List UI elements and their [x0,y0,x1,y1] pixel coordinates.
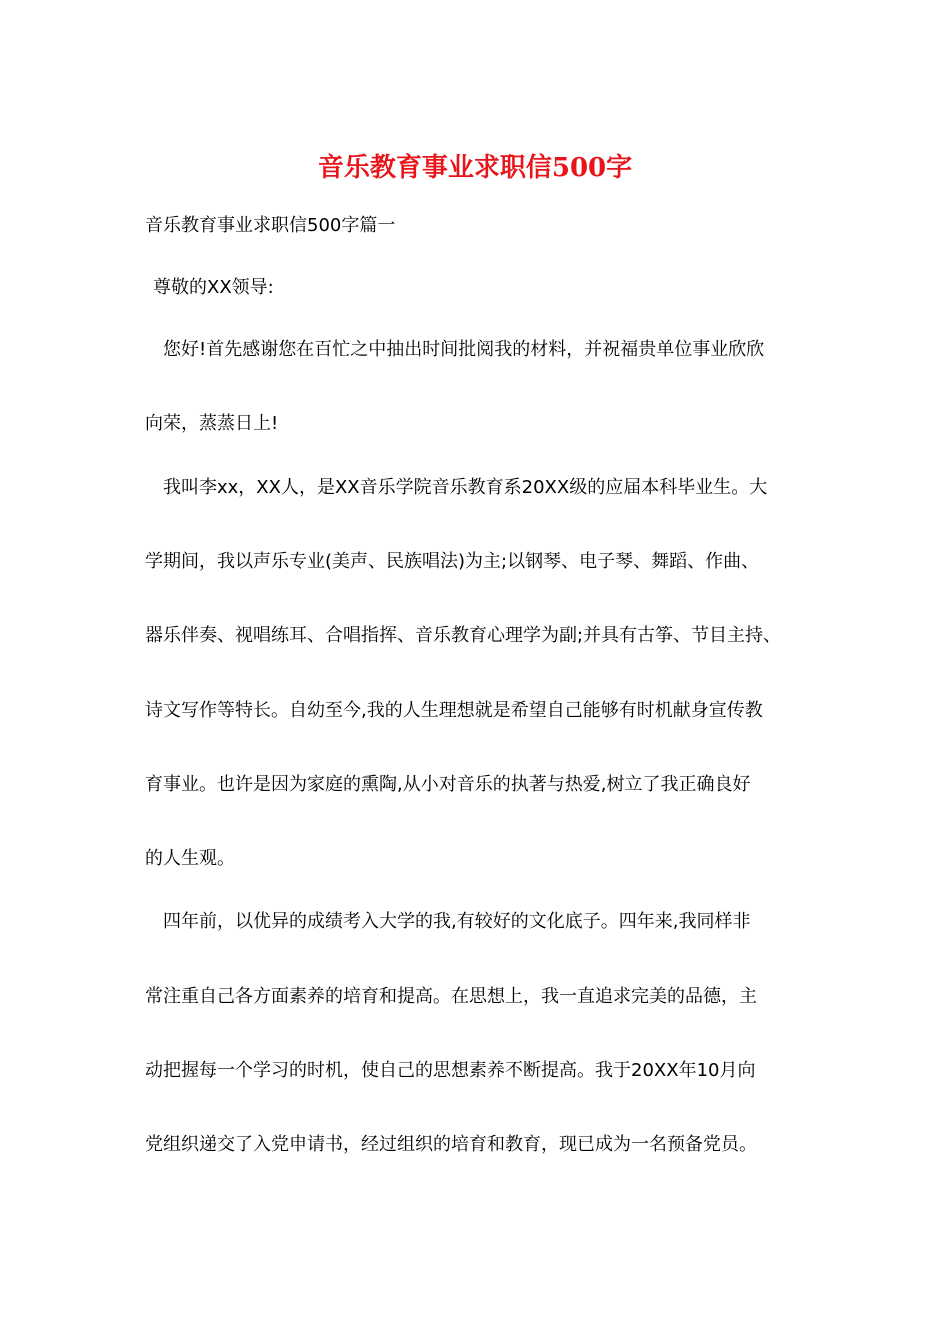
paragraph-line: 的人生观。 [145,848,235,869]
paragraph-line: 学期间，我以声乐专业(美声、民族唱法)为主;以钢琴、电子琴、舞蹈、作曲、 [145,551,760,572]
paragraph-line: 党组织递交了入党申请书，经过组织的培育和教育，现已成为一名预备党员。 [145,1134,757,1155]
paragraph-line: 器乐伴奏、视唱练耳、合唱指挥、音乐教育心理学为副;并具有古筝、节目主持、 [145,625,782,646]
salutation: 尊敬的XX领导: [153,277,274,298]
paragraph-line: 您好!首先感谢您在百忙之中抽出时间批阅我的材料，并祝福贵单位事业欣欣 [163,339,765,360]
paragraph-line: 动把握每一个学习的时机，使自己的思想素养不断提高。我于20XX年10月向 [145,1060,756,1081]
document-subtitle: 音乐教育事业求职信500字篇一 [145,215,396,236]
document-title: 音乐教育事业求职信500字 [317,153,633,183]
paragraph-line: 我叫李xx，XX人，是XX音乐学院音乐教育系20XX级的应届本科毕业生。大 [163,477,768,498]
paragraph-line: 常注重自己各方面素养的培育和提高。在思想上，我一直追求完美的品德，主 [145,986,757,1007]
paragraph-line: 诗文写作等特长。自幼至今,我的人生理想就是希望自己能够有时机献身宣传教 [145,700,763,721]
paragraph-line: 四年前，以优异的成绩考入大学的我,有较好的文化底子。四年来,我同样非 [163,911,751,932]
paragraph-line: 向荣，蒸蒸日上! [145,413,279,434]
paragraph-line: 育事业。也许是因为家庭的熏陶,从小对音乐的执著与热爱,树立了我正确良好 [145,774,751,795]
